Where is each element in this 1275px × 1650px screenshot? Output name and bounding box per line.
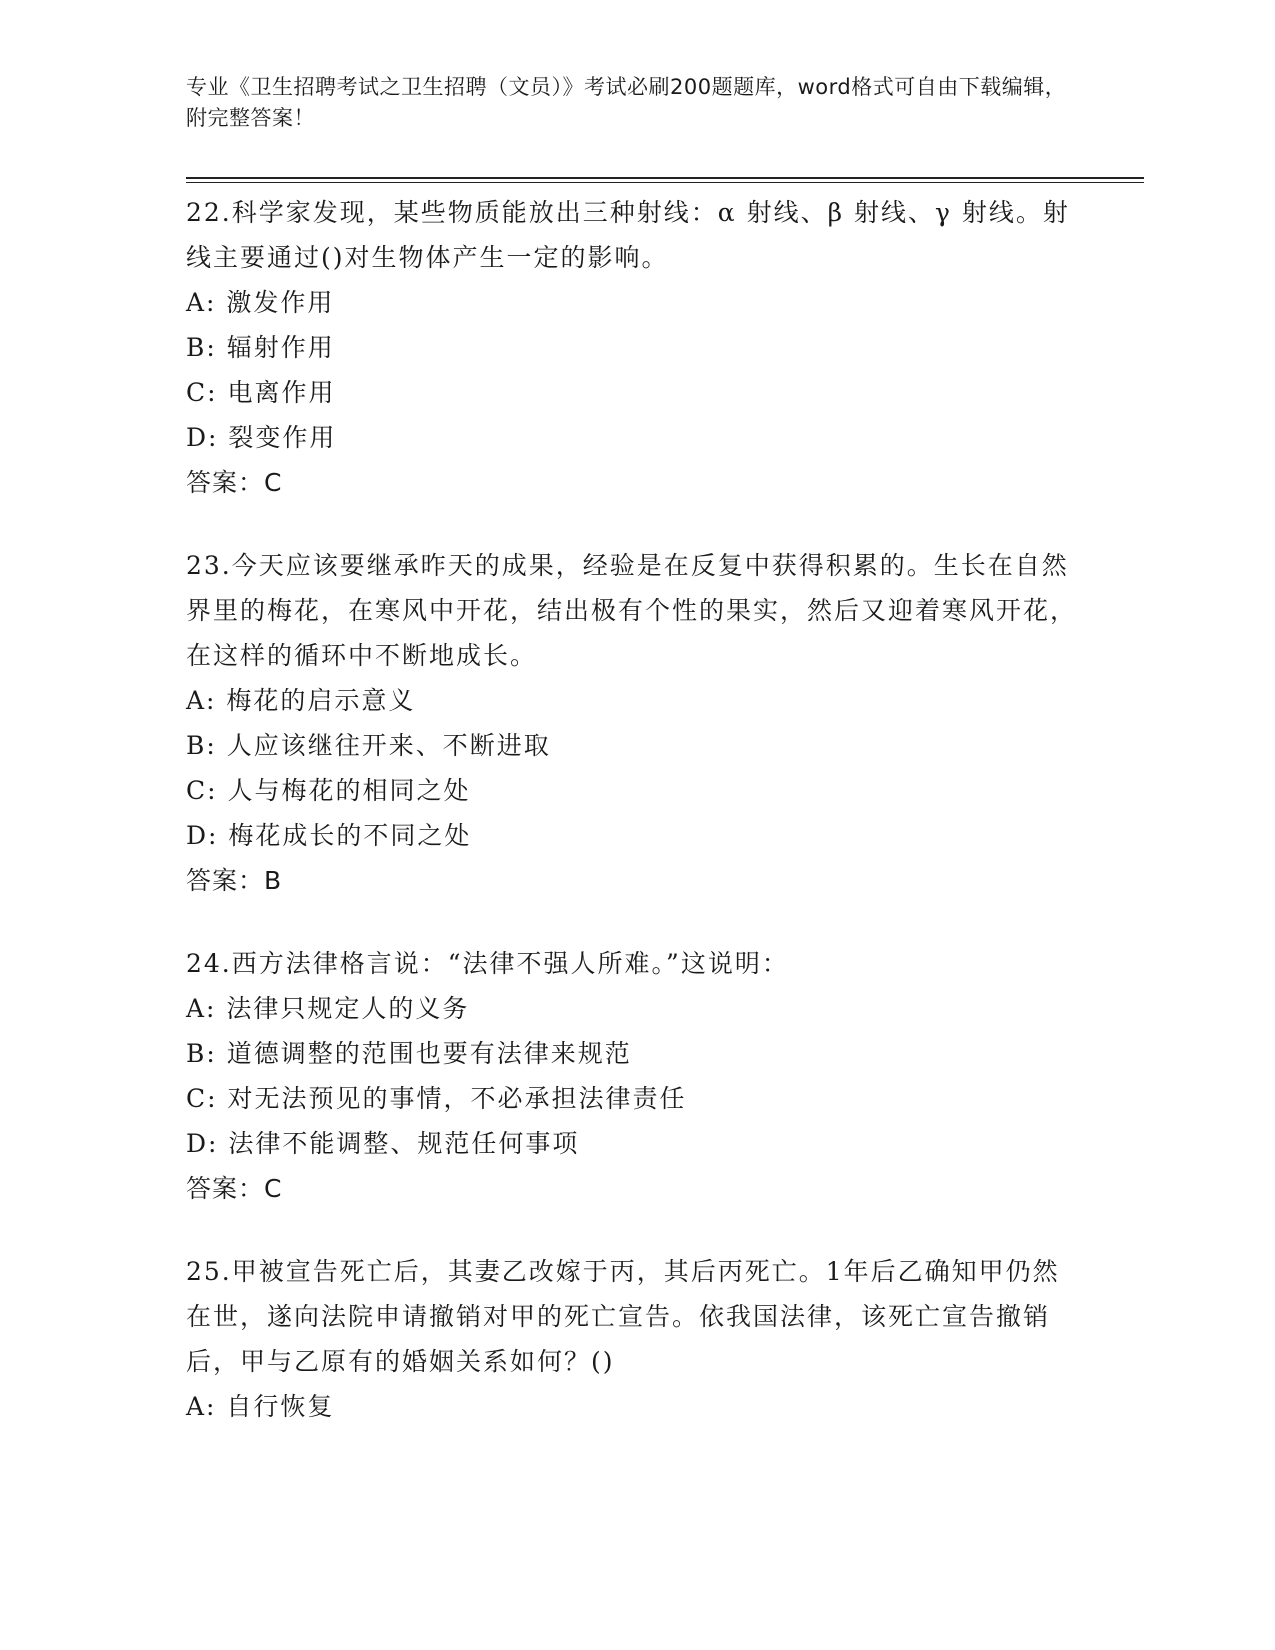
question-text: 23.今天应该要继承昨天的成果，经验是在反复中获得积累的。生长在自然界里的梅花，在寒风中开花，结出极有个性的果实，然后又迎着寒风开花，在这样的循环中不断地成长。 bbox=[186, 551, 1078, 670]
question-text: 22.科学家发现，某些物质能放出三种射线：α 射线、β 射线、γ 射线。射线主要通过()对生物体产生一定的影响。 bbox=[186, 198, 1070, 272]
option-c: C: 电离作用 bbox=[186, 378, 336, 407]
answer: 答案：C bbox=[186, 1174, 283, 1203]
option-a: A: 自行恢复 bbox=[186, 1392, 335, 1421]
option-d: D: 裂变作用 bbox=[186, 423, 337, 452]
option-c: C: 对无法预见的事情，不必承担法律责任 bbox=[186, 1084, 687, 1113]
header-divider-thick bbox=[186, 177, 1144, 179]
question-text: 24.西方法律格言说：“法律不强人所难。”这说明： bbox=[186, 949, 789, 978]
question-25 bbox=[186, 1249, 1086, 1429]
option-a: A: 激发作用 bbox=[186, 288, 335, 317]
answer: 答案：C bbox=[186, 468, 283, 497]
question-text: 25.甲被宣告死亡后，其妻乙改嫁于丙，其后丙死亡。1年后乙确知甲仍然在世，遂向法院申请撤销对甲的死亡宣告。依我国法律，该死亡宣告撤销后，甲与乙原有的婚姻关系如何？() bbox=[186, 1257, 1060, 1376]
option-b: B: 人应该继往开来、不断进取 bbox=[186, 731, 551, 760]
question-24 bbox=[186, 941, 1086, 1211]
question-list bbox=[186, 190, 1086, 1467]
option-d: D: 梅花成长的不同之处 bbox=[186, 821, 472, 850]
option-a: A: 梅花的启示意义 bbox=[186, 686, 416, 715]
answer: 答案：B bbox=[186, 866, 283, 895]
option-b: B: 道德调整的范围也要有法律来规范 bbox=[186, 1039, 632, 1068]
option-a: A: 法律只规定人的义务 bbox=[186, 994, 470, 1023]
question-23 bbox=[186, 543, 1086, 903]
header-divider-thin bbox=[186, 182, 1144, 183]
option-b: B: 辐射作用 bbox=[186, 333, 335, 362]
question-22 bbox=[186, 190, 1086, 505]
document-header: 专业《卫生招聘考试之卫生招聘（文员）》考试必刷200题题库，word格式可自由下载编辑，附完整答案！ bbox=[186, 75, 1067, 130]
option-c: C: 人与梅花的相同之处 bbox=[186, 776, 471, 805]
option-d: D: 法律不能调整、规范任何事项 bbox=[186, 1129, 580, 1158]
